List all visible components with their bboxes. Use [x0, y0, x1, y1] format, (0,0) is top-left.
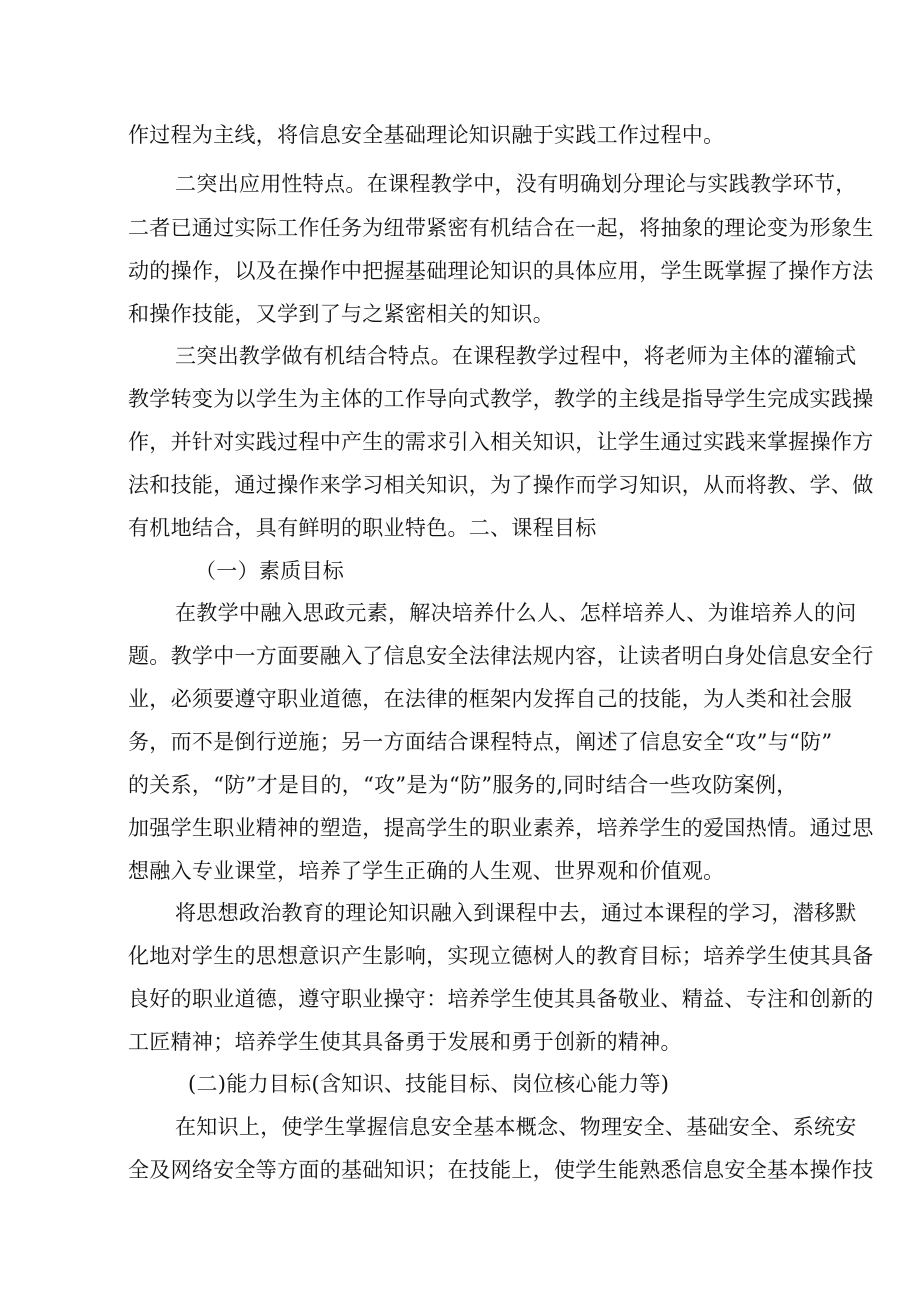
text-line: 作过程为主线，将信息安全基础理论知识融于实践工作过程中。: [128, 123, 725, 147]
text-line: 三突出教学做有机结合特点。在课程教学过程中，将老师为主体的灌输式: [175, 344, 857, 368]
text-line: 和操作技能，又学到了与之紧密相关的知识。: [128, 302, 554, 326]
text-line: 作，并针对实践过程中产生的需求引入相关知识，让学生通过实践来掌握操作方: [128, 430, 874, 454]
text-line: 务，而不是倒行逆施；另一方面结合课程特点，阐述了信息安全“攻”与“防”: [128, 730, 833, 754]
text-line: 加强学生职业精神的塑造，提高学生的职业素养，培养学生的爱国热情。通过思: [128, 816, 874, 840]
text-line: 教学转变为以学生为主体的工作导向式教学，教学的主线是指导学生完成实践操: [128, 387, 874, 411]
text-line: 良好的职业道德，遵守职业操守：培养学生使其具备敬业、精益、专注和创新的: [128, 987, 874, 1011]
text-line: 法和技能，通过操作来学习相关知识，为了操作而学习知识，从而将教、学、做: [128, 473, 874, 497]
text-line: 在知识上，使学生掌握信息安全基本概念、物理安全、基础安全、系统安: [175, 1115, 857, 1139]
text-line: 化地对学生的思想意识产生影响，实现立德树人的教育目标；培养学生使其具备: [128, 944, 874, 968]
text-line: 动的操作，以及在操作中把握基础理论知识的具体应用，学生既掌握了操作方法: [128, 259, 874, 283]
text-line: 二者已通过实际工作任务为纽带紧密有机结合在一起，将抽象的理论变为形象生: [128, 216, 874, 240]
text-line: 全及网络安全等方面的基础知识；在技能上，使学生能熟悉信息安全基本操作技: [128, 1158, 874, 1182]
text-line: 工匠精神；培养学生使其具备勇于发展和勇于创新的精神。: [128, 1030, 682, 1054]
text-line: 将思想政治教育的理论知识融入到课程中去，通过本课程的学习，潜移默: [175, 901, 857, 925]
text-line: 在教学中融入思政元素，解决培养什么人、怎样培养人、为谁培养人的问: [175, 601, 857, 625]
text-line: 想融入专业课堂，培养了学生正确的人生观、世界观和价值观。: [128, 859, 725, 883]
text-line: 题。教学中一方面要融入了信息安全法律法规内容，让读者明白身处信息安全行: [128, 644, 874, 668]
text-line: 业，必须要遵守职业道德，在法律的框架内发挥自己的技能，为人类和社会服: [128, 687, 853, 711]
section-heading: （一）素质目标: [195, 559, 345, 583]
section-heading: (二)能力目标(含知识、技能目标、岗位核心能力等): [188, 1072, 670, 1096]
text-line: 的关系，“防”才是目的，“攻”是为“防”服务的,同时结合一些攻防案例，: [128, 773, 798, 797]
text-line: 二突出应用性特点。在课程教学中，没有明确划分理论与实践教学环节，: [175, 172, 857, 196]
text-line: 有机地结合，具有鲜明的职业特色。二、课程目标: [128, 516, 597, 540]
